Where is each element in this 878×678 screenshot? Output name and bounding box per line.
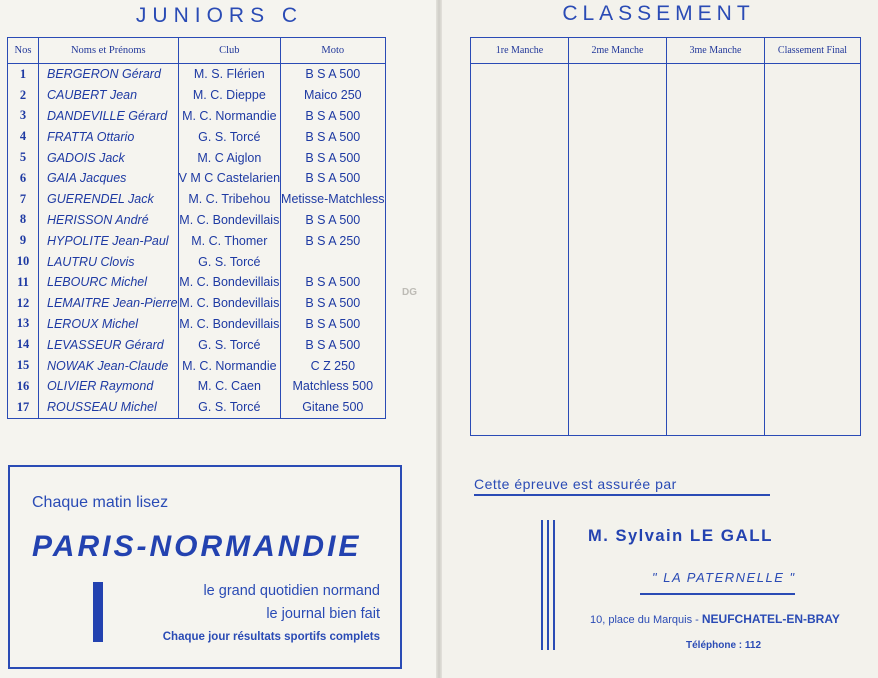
row-moto: B S A 500	[281, 272, 386, 293]
sponsor-company: " LA PATERNELLE "	[652, 570, 796, 585]
manche-2-column	[569, 64, 667, 434]
manche-3-column	[667, 64, 765, 434]
row-number: 9	[8, 230, 39, 251]
row-moto: B S A 250	[281, 230, 386, 251]
header-moto: Moto	[281, 38, 386, 64]
table-row	[8, 293, 386, 314]
row-moto: B S A 500	[281, 314, 386, 335]
ad-line-3: Chaque jour résultats sportifs complets	[162, 631, 380, 643]
ad-logo: PARIS-NORMANDIE	[32, 530, 362, 563]
row-moto: B S A 500	[281, 64, 386, 85]
row-club: M. C. Normandie	[178, 106, 280, 127]
ad-line-2: le journal bien fait	[266, 606, 380, 622]
sponsor-heading: Cette épreuve est assurée par	[474, 476, 677, 492]
row-moto: B S A 500	[281, 106, 386, 127]
row-number: 6	[8, 168, 39, 189]
table-row	[8, 355, 386, 376]
row-moto: B S A 500	[281, 210, 386, 231]
classement-table	[470, 37, 861, 436]
row-club: G. S. Torcé	[178, 126, 280, 147]
row-moto: B S A 500	[281, 147, 386, 168]
table-row	[8, 126, 386, 147]
table-row	[8, 189, 386, 210]
header-manche-2: 2me Manche	[569, 38, 667, 64]
header-name: Noms et Prénoms	[39, 38, 179, 64]
row-name: ROUSSEAU Michel	[39, 397, 179, 418]
row-moto: C Z 250	[281, 355, 386, 376]
header-manche-3: 3me Manche	[667, 38, 765, 64]
row-name: BERGERON Gérard	[39, 64, 179, 85]
row-club: M. C. Thomer	[178, 230, 280, 251]
row-number: 13	[8, 314, 39, 335]
row-number: 2	[8, 85, 39, 106]
row-moto: Metisse-Matchless	[281, 189, 386, 210]
table-row	[8, 230, 386, 251]
stamp-mark: DG	[402, 287, 417, 298]
table-row	[8, 314, 386, 335]
row-number: 1	[8, 64, 39, 85]
row-name: HERISSON André	[39, 210, 179, 231]
row-club: M. C. Dieppe	[178, 85, 280, 106]
row-moto: B S A 500	[281, 126, 386, 147]
row-club: G. S. Torcé	[178, 334, 280, 355]
paris-normandie-ad	[8, 465, 402, 669]
row-number: 4	[8, 126, 39, 147]
row-club: M. C. Normandie	[178, 355, 280, 376]
row-club: M. C. Bondevillais	[178, 314, 280, 335]
decor-line-2	[547, 520, 549, 650]
decor-line-1	[541, 520, 543, 650]
sponsor-city: NEUFCHATEL-EN-BRAY	[701, 612, 840, 626]
binding-gutter	[436, 0, 442, 678]
row-moto: B S A 500	[281, 334, 386, 355]
table-row	[8, 147, 386, 168]
row-club: V M C Castelarien	[178, 168, 280, 189]
row-moto: B S A 500	[281, 293, 386, 314]
row-number: 10	[8, 251, 39, 272]
ad-lead-text: Chaque matin lisez	[32, 494, 169, 511]
row-name: LEBOURC Michel	[39, 272, 179, 293]
ad-line-1: le grand quotidien normand	[203, 583, 380, 599]
row-club: M. C. Bondevillais	[178, 272, 280, 293]
row-name: LEROUX Michel	[39, 314, 179, 335]
decor-line-3	[553, 520, 555, 650]
row-number: 5	[8, 147, 39, 168]
row-number: 3	[8, 106, 39, 127]
row-moto: Maico 250	[281, 85, 386, 106]
row-number: 15	[8, 355, 39, 376]
row-number: 7	[8, 189, 39, 210]
row-name: LAUTRU Clovis	[39, 251, 179, 272]
row-number: 14	[8, 334, 39, 355]
sponsor-prefix: M.	[588, 527, 610, 545]
table-row	[8, 64, 386, 85]
sponsor-street: 10, place du Marquis -	[590, 614, 702, 626]
manche-1-column	[471, 64, 569, 434]
page-title-juniors: JUNIORS C	[135, 4, 304, 27]
row-club: M. C. Bondevillais	[178, 210, 280, 231]
table-row	[8, 397, 386, 418]
table-row	[8, 376, 386, 397]
page-title-classement: CLASSEMENT	[562, 2, 755, 25]
sponsor-company-underline	[640, 593, 795, 595]
row-name: DANDEVILLE Gérard	[39, 106, 179, 127]
row-name: FRATTA Ottario	[39, 126, 179, 147]
row-number: 16	[8, 376, 39, 397]
row-name: GUERENDEL Jack	[39, 189, 179, 210]
row-moto	[281, 251, 386, 272]
header-club: Club	[178, 38, 280, 64]
header-num: Nos	[8, 38, 39, 64]
row-number: 8	[8, 210, 39, 231]
sponsor-first-name: Sylvain	[615, 527, 684, 545]
results-body	[8, 64, 386, 419]
row-name: GAIA Jacques	[39, 168, 179, 189]
header-classement-final: Classement Final	[765, 38, 861, 64]
row-club: M. S. Flérien	[178, 64, 280, 85]
row-number: 17	[8, 397, 39, 418]
sponsor-name	[588, 526, 773, 546]
row-name: GADOIS Jack	[39, 147, 179, 168]
sponsor-phone: Téléphone : 112	[686, 640, 762, 651]
results-table	[7, 37, 386, 419]
table-row	[8, 106, 386, 127]
sponsor-address	[590, 612, 840, 626]
sponsor-heading-underline	[474, 494, 770, 496]
row-name: OLIVIER Raymond	[39, 376, 179, 397]
row-club: M. C. Caen	[178, 376, 280, 397]
row-name: NOWAK Jean-Claude	[39, 355, 179, 376]
ad-accent-bar	[93, 582, 103, 642]
row-club: M. C. Tribehou	[178, 189, 280, 210]
table-row	[8, 85, 386, 106]
table-row	[8, 210, 386, 231]
row-moto: B S A 500	[281, 168, 386, 189]
final-column	[765, 64, 861, 434]
row-number: 12	[8, 293, 39, 314]
table-row	[8, 334, 386, 355]
row-name: LEVASSEUR Gérard	[39, 334, 179, 355]
row-name: CAUBERT Jean	[39, 85, 179, 106]
row-name: LEMAITRE Jean-Pierre	[39, 293, 179, 314]
row-moto: Gitane 500	[281, 397, 386, 418]
header-manche-1: 1re Manche	[471, 38, 569, 64]
row-name: HYPOLITE Jean-Paul	[39, 230, 179, 251]
table-row	[8, 272, 386, 293]
row-club: M. C. Bondevillais	[178, 293, 280, 314]
row-number: 11	[8, 272, 39, 293]
table-row	[8, 168, 386, 189]
row-club: G. S. Torcé	[178, 397, 280, 418]
row-moto: Matchless 500	[281, 376, 386, 397]
table-row	[8, 251, 386, 272]
row-club: G. S. Torcé	[178, 251, 280, 272]
row-club: M. C Aiglon	[178, 147, 280, 168]
sponsor-last-name: LE GALL	[689, 526, 774, 545]
